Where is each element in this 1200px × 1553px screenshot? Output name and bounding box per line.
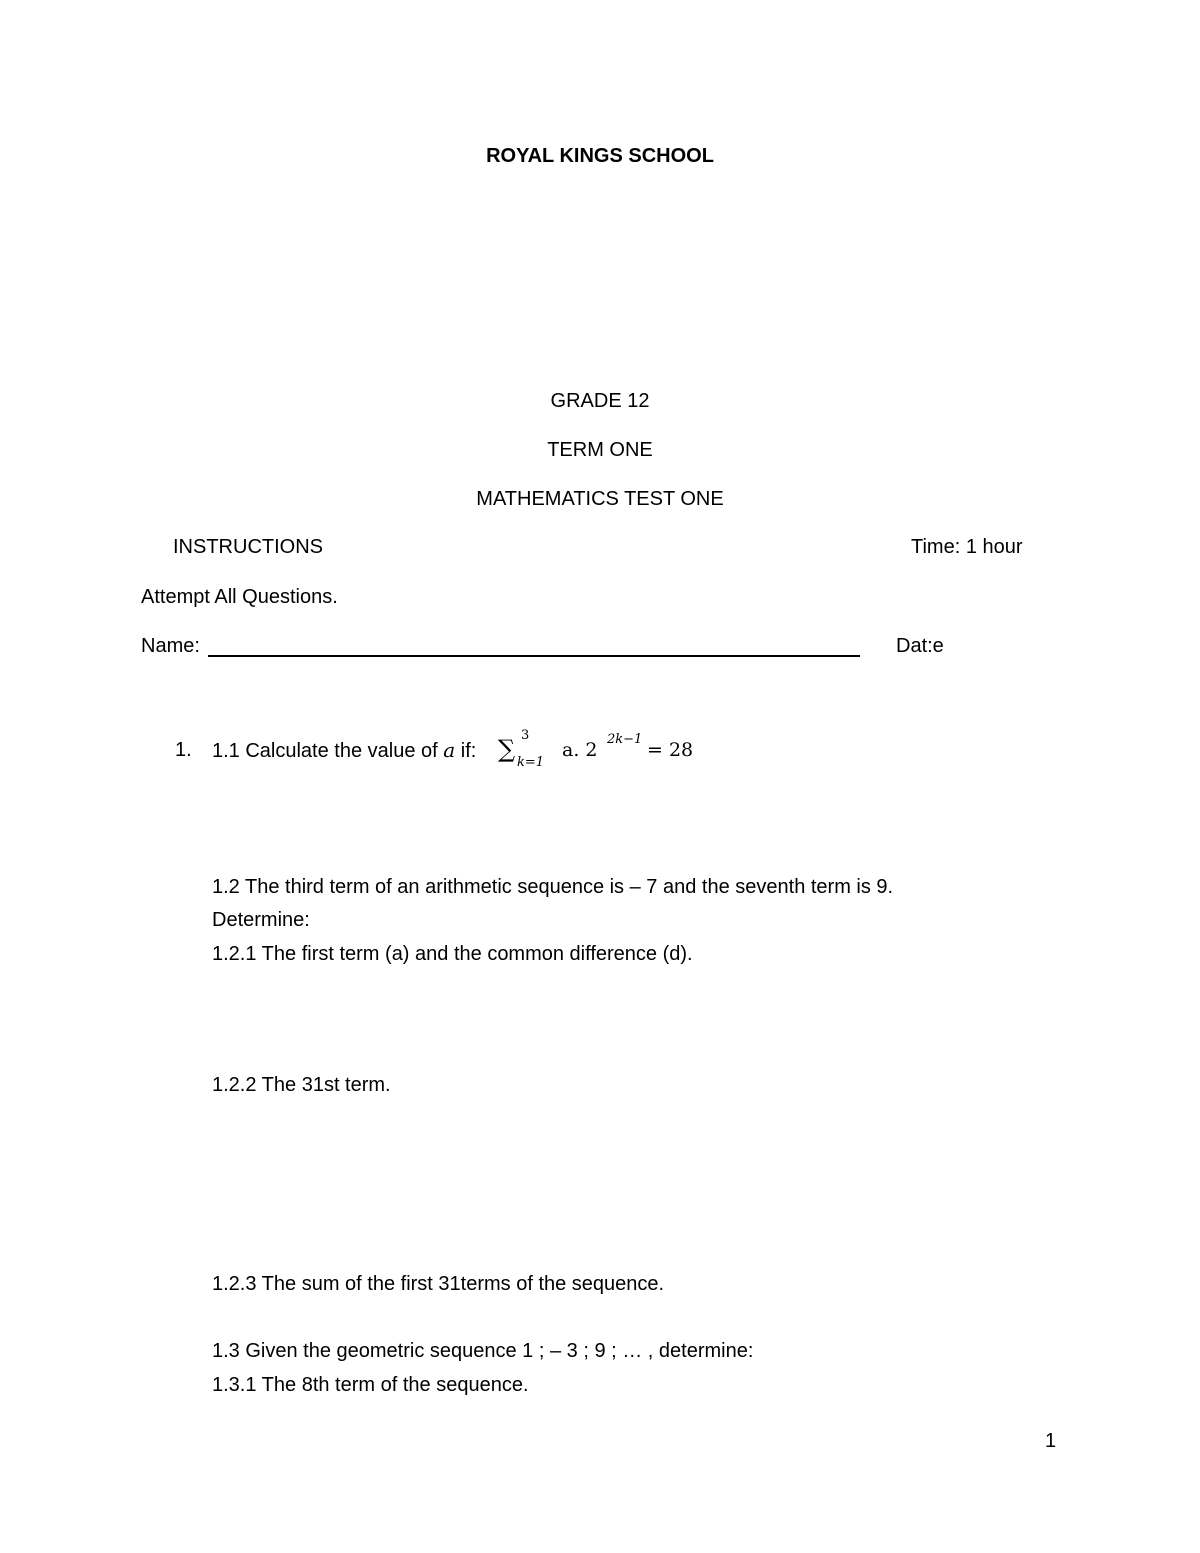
page-number: 1 <box>1045 1430 1057 1452</box>
question-1-3-1: 1.3.1 The 8th term of the sequence. <box>212 1374 529 1396</box>
time-label: Time: 1 hour <box>911 536 1023 558</box>
question-number: 1. <box>175 739 192 761</box>
question-1-3: 1.3 Given the geometric sequence 1 ; – 3 ; 9 ; … , determine: <box>212 1340 754 1362</box>
determine-label: Determine: <box>212 909 310 931</box>
attempt-instruction: Attempt All Questions. <box>141 586 338 608</box>
equation-rhs: = 28 <box>647 739 694 761</box>
question-1-1-if: if: <box>460 740 477 762</box>
test-heading: MATHEMATICS TEST ONE <box>476 488 724 510</box>
sum-term: a. 2 <box>562 739 598 761</box>
name-label: Name: <box>141 635 200 657</box>
question-1-1 <box>212 740 476 761</box>
term-heading: TERM ONE <box>547 439 653 461</box>
sigma-icon: ∑ <box>498 735 516 763</box>
grade-heading: GRADE 12 <box>550 390 650 412</box>
question-1-2-3: 1.2.3 The sum of the first 31terms of the sequence. <box>212 1273 665 1295</box>
date-label: Dat:e <box>896 635 944 657</box>
name-field[interactable] <box>208 655 860 657</box>
sum-lower-limit: k=1 <box>517 755 545 770</box>
question-1-2-2: 1.2.2 The 31st term. <box>212 1074 391 1096</box>
question-1-2-1: 1.2.1 The first term (a) and the common difference (d). <box>212 943 693 965</box>
question-1-1-text: 1.1 Calculate the value of <box>212 740 438 762</box>
school-title: ROYAL KINGS SCHOOL <box>486 145 714 167</box>
sum-upper-limit: 3 <box>521 728 530 743</box>
exponent: 2k−1 <box>607 732 643 747</box>
question-1-2: 1.2 The third term of an arithmetic sequence is – 7 and the seventh term is 9. <box>212 876 894 898</box>
instructions-label: INSTRUCTIONS <box>173 536 323 558</box>
variable-a: a <box>443 738 456 762</box>
